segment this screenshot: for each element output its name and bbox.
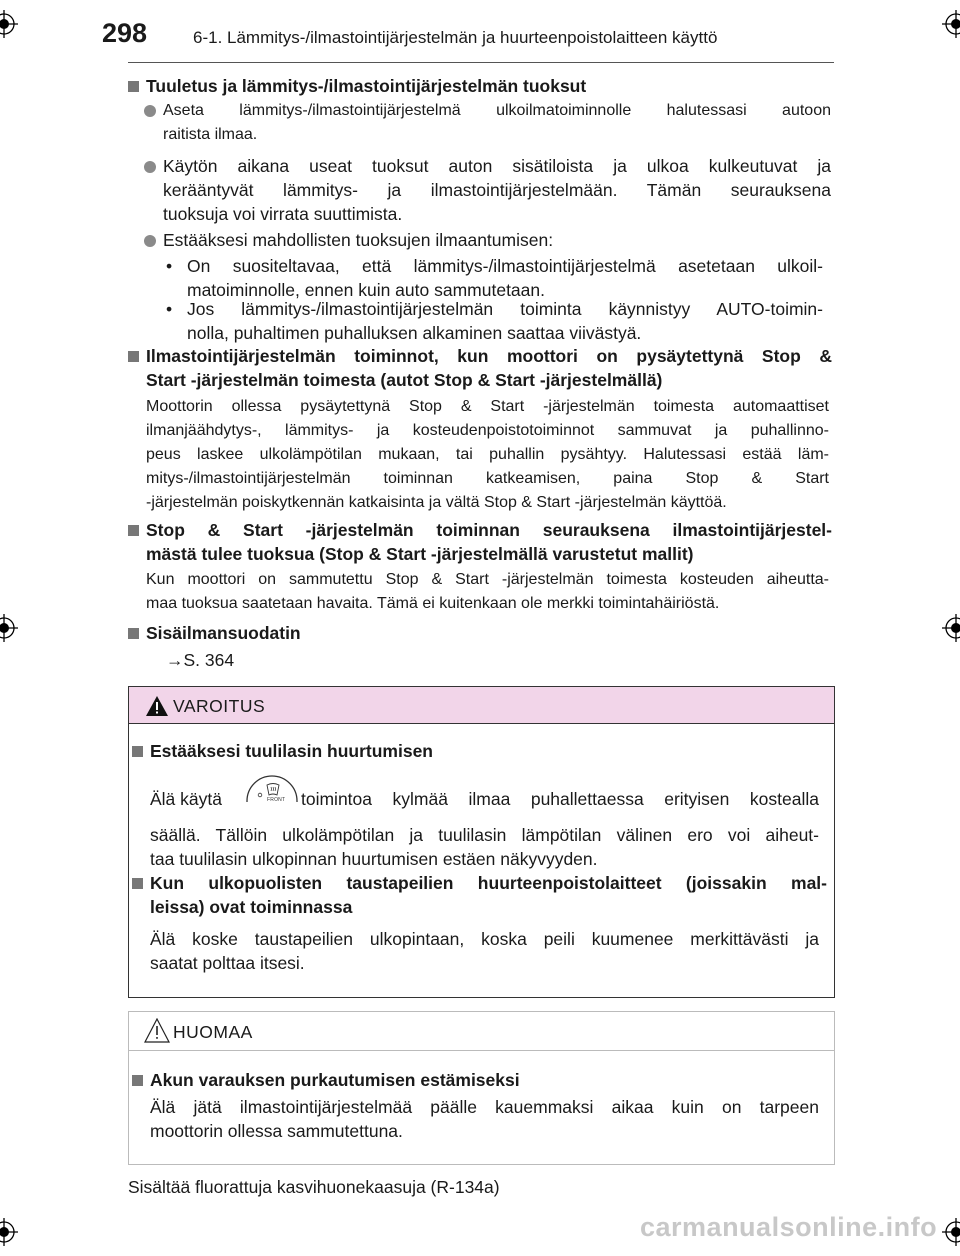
warning-text: säällä. Tällöin ulkolämpötilan ja tuulilasin lämpötilan välinen ero voi aiheut- taa tuulilasin ulkopinnan huurtumisen estäen näkyvyyden. (150, 825, 819, 869)
warning-heading-windshield: Estääksesi tuulilasin huurtumisen (150, 741, 433, 761)
warning-text: Älä koske taustapeilien ulkopintaan, koska peili kuumenee merkittävästi ja saatat polttaa itsesi. (150, 929, 819, 973)
warning-text: toimintoa kylmää ilmaa puhallettaessa erityisen kostealla (301, 789, 819, 809)
running-head: 6-1. Lämmitys-/ilmastointijärjestelmän ja huurteenpoistolaitteen käyttö (193, 28, 718, 47)
notice-label: HUOMAA (173, 1022, 253, 1042)
section-title-ventilation: Tuuletus ja lämmitys-/ilmastointijärjestelmän tuoksut (146, 76, 587, 96)
section-square-icon (128, 628, 139, 639)
warning-text: Älä käytä (150, 789, 222, 809)
bullet-text: Käytön aikana useat tuoksut auton sisätiloista ja ulkoa kulkeutuvat ja kerääntyvät lämmitys- ja ilmastointijärjestelmään. Tämän seurauksena tuoksuja voi virrata suuttimista. (163, 156, 831, 224)
page-reference: →S. 364 (166, 650, 235, 670)
section-square-icon (128, 525, 139, 536)
registration-mark-icon (942, 614, 960, 642)
paragraph: Moottorin ollessa pysäytettynä Stop & Start -järjestelmän toimesta automaattiset ilmanjäähdytys-, lämmitys- ja kosteudenpoistotoiminnot sammuvat ja puhallinno- peus laskee ulkolämpötilan mukaan, tai puhallin pysähtyy. Halutessasi estää läm- mitys-/ilmastointijärjestelmän toiminnan katkeamisen, paina Stop & Start -järjestelmän poiskytkennän katkaisinta ja vältä Stop & Start -järjestelmän käyttöä. (146, 398, 829, 511)
section-title-filter: Sisäilmansuodatin (146, 623, 301, 643)
registration-mark-icon (942, 10, 960, 38)
section-title-odor: Stop & Start -järjestelmän toiminnan seurauksena ilmastointijärjestel- mästä tulee tuoksua (Stop & Start -järjestelmällä varustetut mallit) (146, 520, 832, 564)
bullet-text: Aseta lämmitys-/ilmastointijärjestelmä ulkoilmatoiminnolle halutessasi autoon raitista ilmaa. (163, 102, 831, 143)
refrigerant-note: Sisältää fluorattuja kasvihuonekaasuja (R-134a) (128, 1177, 500, 1197)
sub-bullet-marker: • (166, 256, 173, 276)
watermark: carmanualsonline.info (640, 1212, 938, 1242)
registration-mark-icon (942, 1218, 960, 1246)
warning-header (129, 687, 834, 724)
sub-bullet-text: Jos lämmitys-/ilmastointijärjestelmän toiminta käynnistyy AUTO-toimin- nolla, puhaltimen puhalluksen alkaminen saattaa viivästyä. (187, 299, 823, 343)
notice-box (128, 1011, 835, 1165)
notice-header (129, 1012, 834, 1051)
section-square-icon (132, 746, 143, 757)
bullet-dot-icon (144, 105, 156, 117)
warning-label: VAROITUS (173, 696, 266, 716)
sub-bullet-marker: • (166, 299, 173, 319)
section-square-icon (128, 351, 139, 362)
bullet-dot-icon (144, 161, 156, 173)
page-number: 298 (102, 18, 148, 48)
section-title-stop-start: Ilmastointijärjestelmän toiminnot, kun moottori on pysäytettynä Stop & Start -järjestelmän toimesta (autot Stop & Start -järjestelmällä) (146, 346, 832, 390)
bullet-dot-icon (144, 235, 156, 247)
warning-heading-mirrors: Kun ulkopuolisten taustapeilien huurteenpoistolaitteet (joissakin mal- leissa) ovat toiminnassa (150, 873, 827, 917)
front-label: FRONT (267, 797, 286, 803)
caution-triangle-icon (144, 1018, 170, 1043)
sub-bullet-text: On suositeltavaa, että lämmitys-/ilmastointijärjestelmä asetetaan ulkoil- matoiminnolle, ennen kuin auto sammutetaan. (187, 256, 823, 300)
registration-mark-icon (0, 1218, 18, 1246)
section-square-icon (128, 81, 139, 92)
section-square-icon (132, 1075, 143, 1086)
warning-triangle-icon (146, 696, 168, 716)
bullet-text: Estääksesi mahdollisten tuoksujen ilmaantumisen: (163, 230, 554, 250)
paragraph: Kun moottori on sammutettu Stop & Start -järjestelmän toimesta kosteuden aiheutta- maa tuoksua saatetaan havaita. Tämä ei kuitenkaan ole merkki toimintahäiriöstä. (146, 571, 829, 612)
notice-heading-battery: Akun varauksen purkautumisen estämiseksi (150, 1070, 520, 1090)
registration-mark-icon (0, 10, 18, 38)
notice-text: Älä jätä ilmastointijärjestelmää päälle kauemmaksi aikaa kuin on tarpeen moottorin ollessa sammutettuna. (150, 1097, 819, 1141)
section-square-icon (132, 878, 143, 889)
warning-box (128, 686, 835, 998)
header-rule (128, 62, 834, 63)
registration-mark-icon (0, 614, 18, 642)
